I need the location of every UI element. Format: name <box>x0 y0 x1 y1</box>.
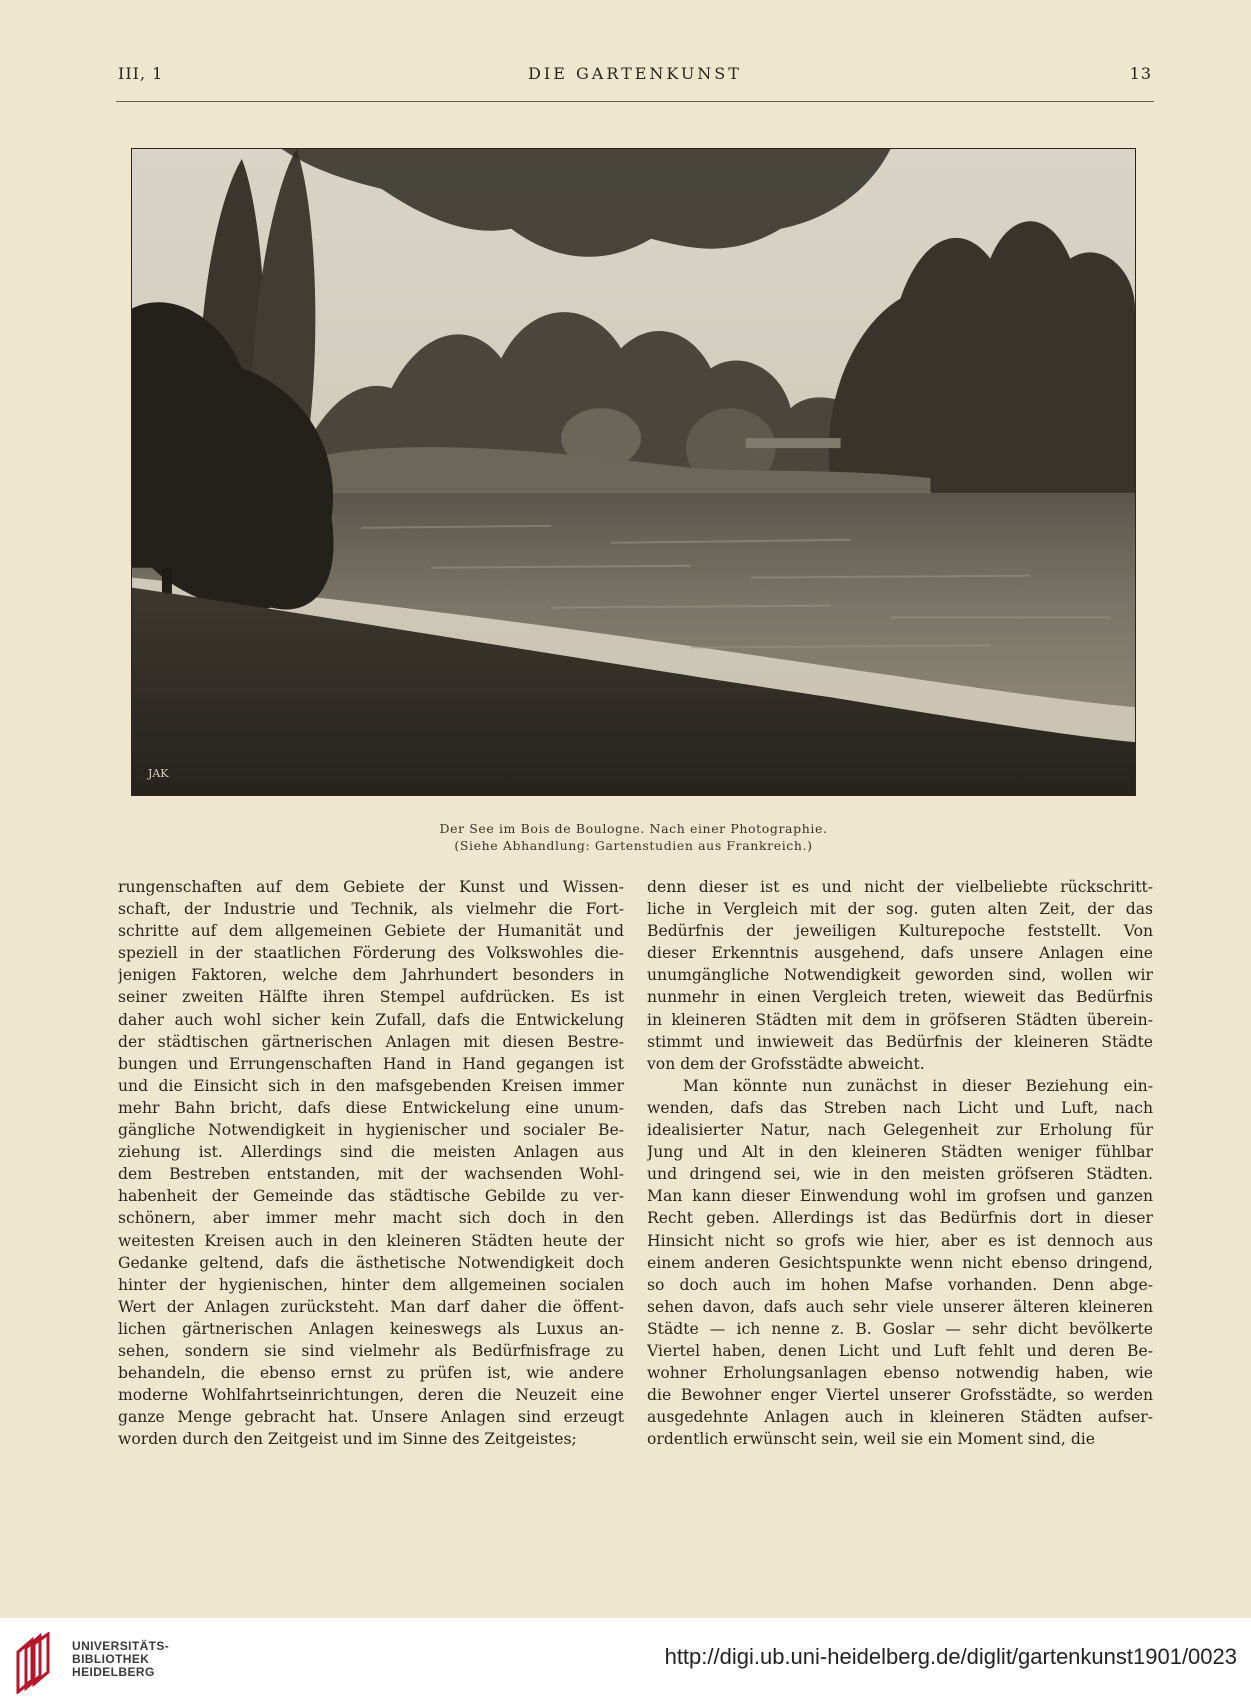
text-line: von dem der Grofsstädte abweicht. <box>647 1054 925 1073</box>
text-line: ziehung ist. Allerdings sind die meisten Anlagen aus <box>118 1143 624 1162</box>
text-line: Bedürfnis der jeweiligen Kulturepoche feststellt. Von <box>647 922 1153 941</box>
photographer-monogram: JAK <box>147 767 169 781</box>
journal-title: DIE GARTENKUNST <box>528 64 742 83</box>
text-line: moderne Wohlfahrtseinrichtungen, deren die Neuzeit eine <box>118 1386 624 1405</box>
library-name-line: BIBLIOTHEK <box>72 1652 150 1666</box>
library-logo-icon <box>14 1632 60 1694</box>
text-line: sehen, sondern sie sind vielmehr als Bedürfnisfrage zu <box>118 1341 624 1360</box>
page-number: 13 <box>1129 64 1152 83</box>
text-column-right <box>647 876 1153 1450</box>
text-line: stimmt und inwieweit das Bedürfnis der kleineren Städte <box>647 1032 1153 1051</box>
library-name <box>72 1640 169 1679</box>
library-name-line: UNIVERSITÄTS- <box>72 1639 170 1653</box>
text-line: speziell in der staatlichen Förderung des Volkswohles die- <box>118 944 624 963</box>
text-line: Man kann dieser Einwendung wohl im grofsen und ganzen <box>647 1187 1153 1206</box>
text-line: und die Einsicht sich in den mafsgebenden Kreisen immer <box>118 1076 624 1095</box>
text-line: in kleineren Städten mit dem in gröfseren Städten überein- <box>647 1010 1153 1029</box>
text-line: und dringend sei, wie in den meisten gröfseren Städten. <box>647 1165 1153 1184</box>
text-line: seiner zweiten Hälfte ihren Stempel aufdrücken. Es ist <box>118 988 624 1007</box>
text-line: wenden, dafs das Streben nach Licht und Luft, nach <box>647 1098 1153 1117</box>
text-line: lichen gärtnerischen Anlagen keineswegs als Luxus an- <box>118 1319 624 1338</box>
text-line: Man könnte nun zunächst in dieser Beziehung ein- <box>683 1076 1153 1095</box>
text-line: ordentlich erwünscht sein, weil sie ein Moment sind, die <box>647 1430 1096 1449</box>
text-line: sehen davon, dafs auch sehr viele unserer älteren kleineren <box>647 1297 1153 1316</box>
text-line: hinter der hygienischen, hinter dem allgemeinen socialen <box>118 1275 624 1294</box>
text-line: schritte auf dem allgemeinen Gebiete der Humanität und <box>118 922 624 941</box>
text-line: Jung und Alt in den kleineren Städten weniger fühlbar <box>647 1143 1153 1162</box>
text-line: liche in Vergleich mit der sog. guten alten Zeit, der das <box>647 900 1153 919</box>
text-line: Recht geben. Allerdings ist das Bedürfnis dort in dieser <box>647 1209 1153 1228</box>
text-line: schaft, der Industrie und Technik, als vielmehr die Fort- <box>118 900 624 919</box>
text-line: rungenschaften auf dem Gebiete der Kunst und Wissen- <box>118 878 624 896</box>
text-line: worden durch den Zeitgeist und im Sinne des Zeitgeistes; <box>118 1430 577 1449</box>
lake-photograph <box>131 148 1136 796</box>
text-line: Wert der Anlagen zurücksteht. Man darf daher die öffent- <box>118 1297 624 1316</box>
text-line: weitesten Kreisen auch in den kleineren Städten heute der <box>118 1231 624 1250</box>
text-line: ausgedehnte Anlagen auch in kleineren Städten aufser- <box>647 1408 1153 1427</box>
text-line: denn dieser ist es und nicht der vielbeliebte rückschritt- <box>647 878 1153 896</box>
text-line: der städtischen gärtnerischen Anlagen mit diesen Bestre- <box>118 1032 624 1051</box>
caption-line: Der See im Bois de Boulogne. Nach einer Photographie. <box>439 821 828 836</box>
text-line: schönern, aber immer mehr macht sich doch in den <box>118 1209 624 1228</box>
text-line: Viertel haben, denen Licht und Luft fehlt und deren Be- <box>647 1341 1153 1360</box>
text-line: gängliche Notwendigkeit in hygienischer und socialer Be- <box>118 1121 624 1140</box>
text-line: mehr Bahn bricht, dafs diese Entwickelung eine unum- <box>118 1098 624 1117</box>
caption-reference: (Siehe Abhandlung: Gartenstudien aus Frankreich.) <box>454 838 813 853</box>
text-column-left <box>118 876 624 1450</box>
source-url[interactable]: http://digi.ub.uni-heidelberg.de/diglit/gartenkunst1901/0023 <box>664 1644 1237 1669</box>
text-line: ganze Menge gebracht hat. Unsere Anlagen sind erzeugt <box>118 1408 624 1427</box>
text-line: die Bewohner enger Viertel unserer Grofsstädte, so werden <box>647 1386 1153 1405</box>
text-line: einem anderen Gesichtspunkte wenn nicht ebenso dringend, <box>647 1253 1153 1272</box>
text-line: Hinsicht nicht so grofs wie hier, aber es ist dennoch aus <box>647 1231 1153 1250</box>
photo-illustration <box>132 149 1135 795</box>
text-line: habenheit der Gemeinde das städtische Gebilde zu ver- <box>118 1187 624 1206</box>
figure-caption <box>131 820 1136 854</box>
text-line: daher auch wohl sicher kein Zufall, dafs die Entwickelung <box>118 1010 624 1029</box>
text-line: Gedanke geltend, dafs die ästhetische Notwendigkeit doch <box>118 1253 624 1272</box>
text-line: bungen und Errungenschaften Hand in Hand gegangen ist <box>118 1054 624 1073</box>
text-line: unumgängliche Notwendigkeit geworden sind, wollen wir <box>647 966 1153 985</box>
library-footer <box>0 1618 1251 1708</box>
text-line: dieser Erkenntnis ausgehend, dafs unsere Anlagen eine <box>647 944 1153 963</box>
volume-label: III, 1 <box>118 64 164 83</box>
text-line: nunmehr in einen Vergleich treten, wieweit das Bedürfnis <box>647 988 1153 1007</box>
library-name-line: HEIDELBERG <box>72 1665 155 1679</box>
text-line: wohner Erholungsanlagen ebenso notwendig haben, wie <box>647 1364 1153 1383</box>
text-line: behandeln, die ebenso ernst zu prüfen ist, wie andere <box>118 1364 624 1383</box>
header-rule <box>116 101 1154 102</box>
text-line: so doch auch im hohen Mafse vorhanden. Denn abge- <box>647 1275 1153 1294</box>
running-head <box>118 64 1152 88</box>
text-line: Städte — ich nenne z. B. Goslar — sehr dicht bevölkerte <box>647 1319 1153 1338</box>
text-line: jenigen Faktoren, welche dem Jahrhundert besonders in <box>118 966 624 985</box>
text-line: dem Bestreben entstanden, mit der wachsenden Wohl- <box>118 1165 624 1184</box>
text-line: idealisierter Natur, nach Gelegenheit zur Erholung für <box>647 1121 1153 1140</box>
